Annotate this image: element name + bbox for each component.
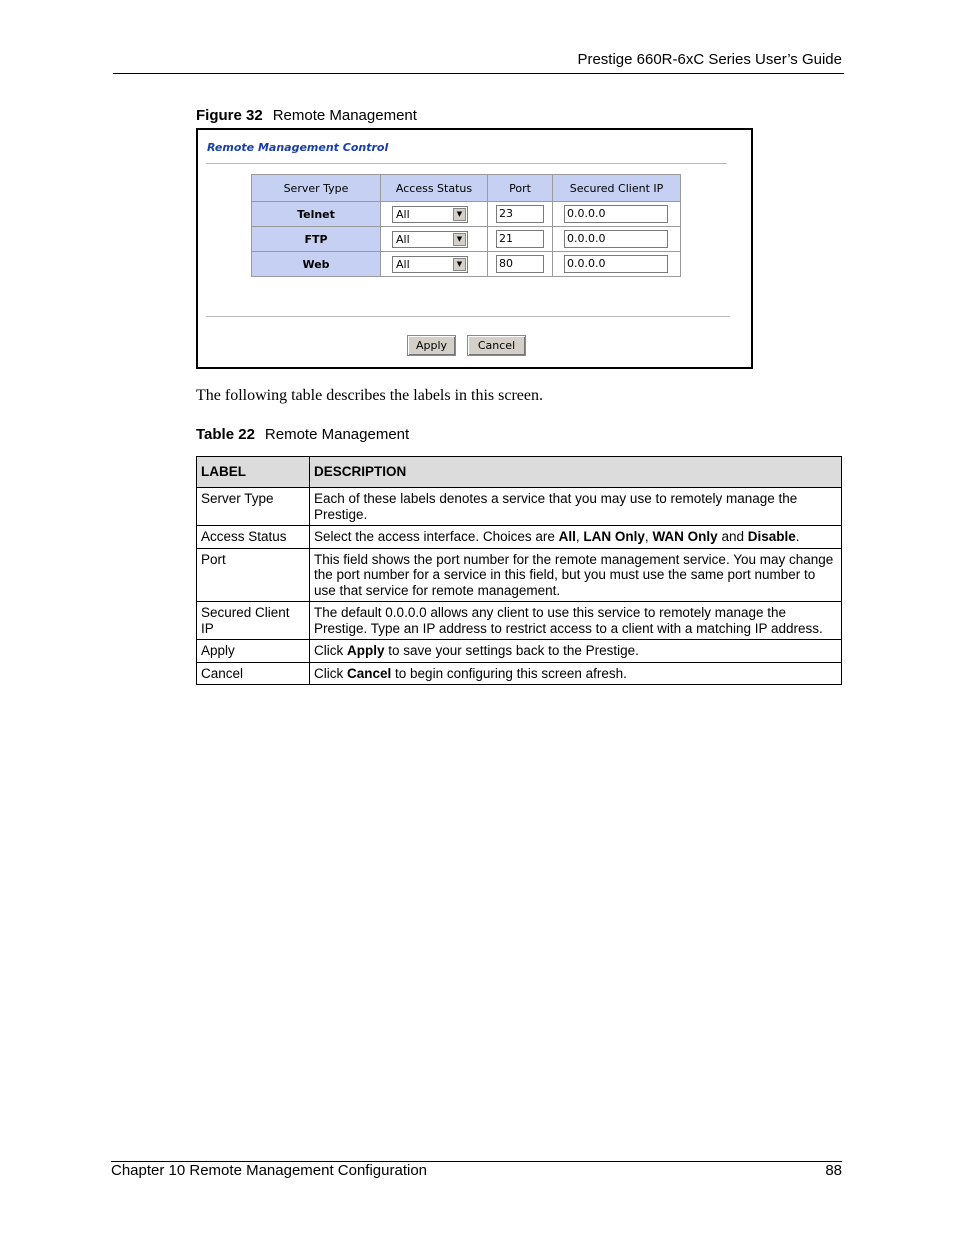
figure-caption — [196, 107, 417, 124]
secured-client-ip-input[interactable]: 0.0.0.0 — [564, 255, 668, 273]
secured-client-ip-input[interactable]: 0.0.0.0 — [564, 230, 668, 248]
text-run: Click — [314, 665, 347, 681]
row-label: Apply — [197, 640, 310, 663]
running-header: Prestige 660R-6xC Series User’s Guide — [577, 51, 842, 68]
figure-number: Figure 32 — [196, 107, 263, 124]
table-row — [197, 662, 842, 685]
port-input[interactable]: 21 — [496, 230, 544, 248]
text-run: to save your settings back to the Prestige. — [384, 643, 639, 658]
column-header-server-type: Server Type — [252, 175, 381, 202]
column-header-access-status: Access Status — [381, 175, 488, 202]
row-label: Secured Client IP — [197, 602, 310, 640]
table-number: Table 22 — [196, 426, 255, 443]
table-row — [197, 548, 842, 602]
text-run: Select the access interface. Choices are — [314, 529, 559, 544]
dropdown-arrow-icon[interactable]: ▼ — [453, 258, 466, 271]
access-status-select[interactable] — [392, 231, 468, 248]
column-header-secured-client-ip: Secured Client IP — [553, 175, 681, 202]
emphasis-run: Cancel — [347, 665, 392, 681]
table-title: Remote Management — [264, 426, 410, 443]
cancel-button[interactable]: Cancel — [467, 335, 526, 356]
button-area-rule — [206, 316, 730, 317]
row-label: Server Type — [197, 488, 310, 526]
page-number: 88 — [825, 1162, 842, 1179]
access-status-value: All — [396, 207, 410, 221]
secured-client-ip-input[interactable]: 0.0.0.0 — [564, 205, 668, 223]
server-row-ftp — [252, 227, 681, 252]
access-status-value: All — [396, 257, 410, 271]
screen-title: Remote Management Control — [207, 141, 389, 154]
intro-paragraph: The following table describes the labels in this screen. — [196, 387, 544, 404]
column-header-port: Port — [488, 175, 553, 202]
remote-management-screenshot — [196, 128, 753, 369]
emphasis-run: Disable — [747, 529, 796, 544]
row-description — [310, 662, 842, 685]
row-description: Each of these labels denotes a service that you may use to remotely manage the Prestige. — [310, 488, 842, 526]
description-column-header: DESCRIPTION — [310, 457, 842, 488]
emphasis-run: LAN Only — [583, 529, 645, 544]
text-run: . — [795, 529, 800, 544]
table-row — [197, 488, 842, 526]
text-run: and — [717, 529, 748, 544]
table-caption — [196, 426, 409, 443]
figure-title: Remote Management — [272, 107, 417, 124]
row-description: The default 0.0.0.0 allows any client to use this service to remotely manage the Prestige. Type an IP address to restrict access to a client with a matching IP address. — [310, 602, 842, 640]
row-description — [310, 526, 842, 549]
server-table-header — [252, 175, 681, 202]
row-label: Cancel — [197, 662, 310, 685]
text-run: , — [644, 529, 653, 544]
footer-chapter: Chapter 10 Remote Management Configuration — [111, 1162, 428, 1179]
server-row-web — [252, 252, 681, 277]
emphasis-run: All — [558, 529, 576, 544]
access-status-value: All — [396, 232, 410, 246]
server-type-label: Web — [252, 252, 381, 277]
dropdown-arrow-icon[interactable]: ▼ — [453, 233, 466, 246]
label-column-header: LABEL — [197, 457, 310, 488]
table-row — [197, 526, 842, 549]
header-rule — [113, 73, 844, 74]
access-status-select[interactable] — [392, 256, 468, 273]
port-input[interactable]: 80 — [496, 255, 544, 273]
screen-title-rule — [206, 163, 727, 164]
row-label: Access Status — [197, 526, 310, 549]
text-run: , — [575, 529, 584, 544]
table-row — [197, 640, 842, 663]
emphasis-run: Apply — [347, 643, 385, 658]
server-row-telnet — [252, 202, 681, 227]
server-type-label: Telnet — [252, 202, 381, 227]
table-row — [197, 602, 842, 640]
row-description: This field shows the port number for the remote management service. You may change the port number for a service in this field, but you must use the same port number to use that service for remote management. — [310, 548, 842, 602]
dropdown-arrow-icon[interactable]: ▼ — [453, 208, 466, 221]
apply-button[interactable]: Apply — [407, 335, 456, 356]
description-table — [196, 456, 842, 685]
description-table-header — [197, 457, 842, 488]
text-run: Click — [314, 643, 347, 658]
row-description — [310, 640, 842, 663]
text-run: to begin configuring this screen afresh. — [391, 665, 627, 681]
access-status-select[interactable] — [392, 206, 468, 223]
emphasis-run: WAN Only — [652, 529, 718, 544]
server-table — [251, 174, 681, 277]
server-type-label: FTP — [252, 227, 381, 252]
row-label: Port — [197, 548, 310, 602]
port-input[interactable]: 23 — [496, 205, 544, 223]
